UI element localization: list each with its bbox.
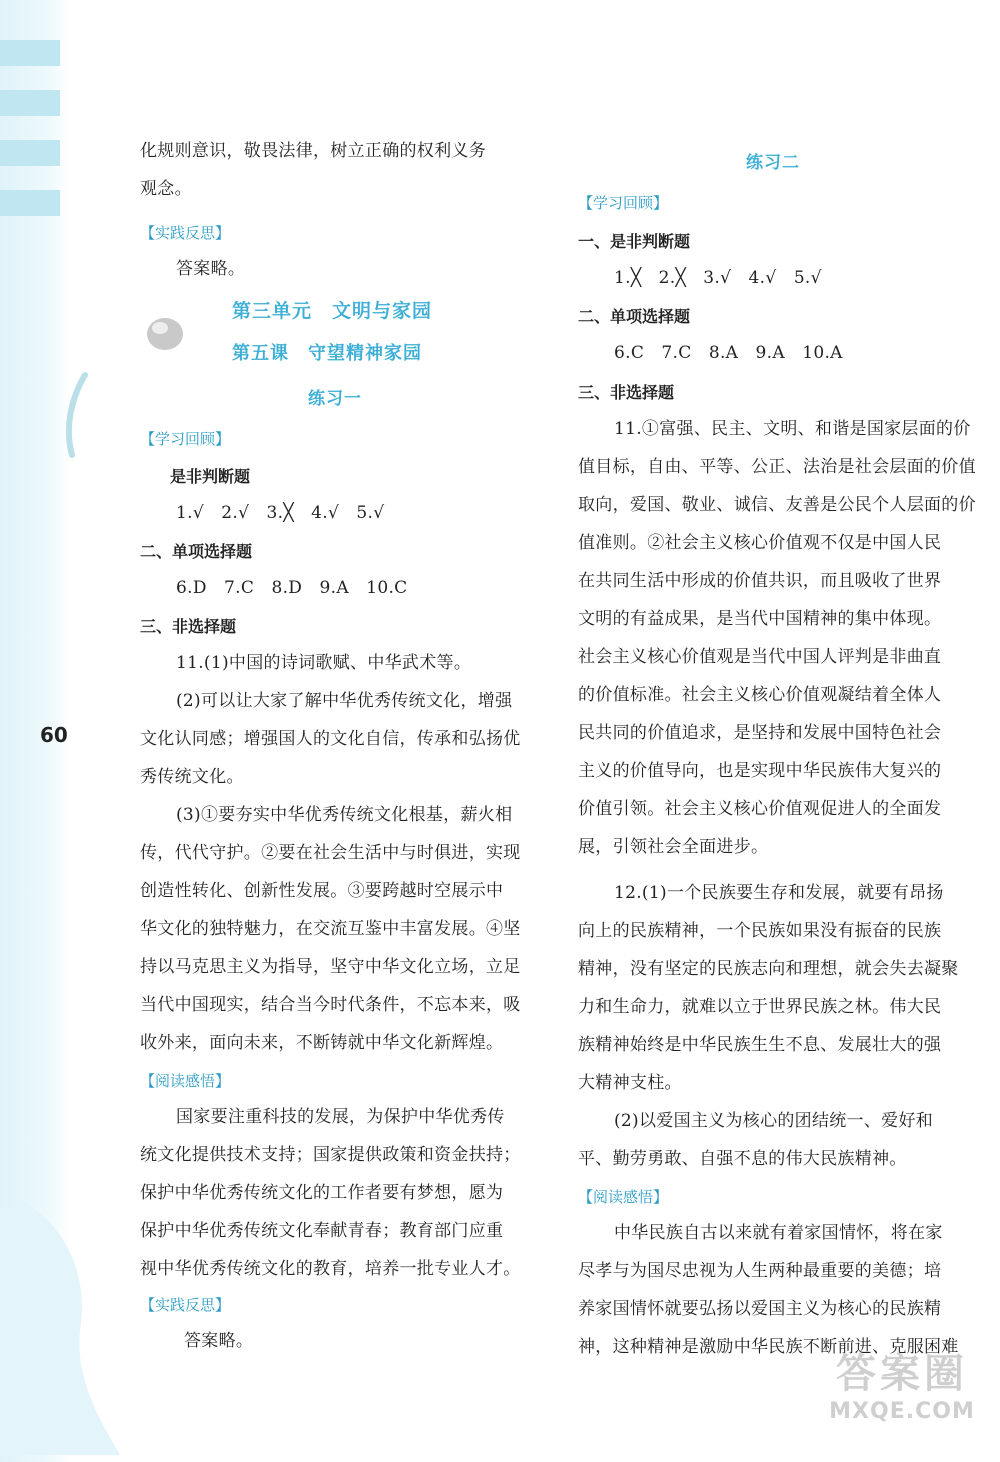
side-decoration-block (0, 190, 60, 216)
answer-line: 文明的有益成果，是当代中国精神的集中体现。 (578, 609, 942, 629)
reading-line: 保护中华优秀传统文化奉献青春；教育部门应重 (140, 1221, 504, 1241)
reading-reflection-tag: 【阅读感悟】 (578, 1188, 669, 1206)
answer-line: 取向，爱国、敬业、诚信、友善是公民个人层面的价 (578, 495, 976, 515)
answer-line: 大精神支柱。 (578, 1073, 682, 1093)
reading-line: 尽孝与为国尽忠视为人生两种最重要的美德；培 (578, 1261, 942, 1281)
answer-line: 价值引领。社会主义核心价值观促进人的全面发 (578, 799, 942, 819)
figure-silhouette-icon (0, 1180, 130, 1460)
section-heading-mc: 二、单项选择题 (140, 542, 253, 561)
practice-reflection-tag: 【实践反思】 (140, 1296, 231, 1314)
answer-line: 向上的民族精神，一个民族如果没有振奋的民族 (578, 921, 942, 941)
answer-line: 11.(1)中国的诗词歌赋、中华武术等。 (176, 653, 472, 673)
section-heading-tf: 是非判断题 (170, 467, 251, 486)
tf-answers: 1.╳ 2.╳ 3.√ 4.√ 5.√ (614, 268, 822, 288)
answer-line: 华文化的独特魅力，在交流互鉴中丰富发展。④坚 (140, 919, 521, 939)
section-heading-tf: 一、是非判断题 (578, 232, 691, 251)
answer-line: 族精神始终是中华民族生生不息、发展壮大的强 (578, 1035, 942, 1055)
reading-line: 统文化提供技术支持；国家提供政策和资金扶持； (140, 1145, 521, 1165)
exercise-title: 练习一 (308, 389, 362, 409)
brush-stroke-icon (60, 370, 100, 460)
answer-line: 精神，没有坚定的民族志向和理想，就会失去凝聚 (578, 959, 959, 979)
mc-answers: 6.C 7.C 8.A 9.A 10.A (614, 343, 843, 363)
answer-line: 收外来，面向未来，不断铸就中华文化新辉煌。 (140, 1033, 504, 1053)
review-tag: 【学习回顾】 (578, 194, 669, 212)
answer-line: 11.①富强、民主、文明、和谐是国家层面的价 (614, 419, 971, 439)
answer-line: 的价值标准。社会主义核心价值观凝结着全体人 (578, 685, 942, 705)
answer-line: 平、勤劳勇敢、自强不息的伟大民族精神。 (578, 1149, 907, 1169)
answer-line: 主义的价值导向，也是实现中华民族伟大复兴的 (578, 761, 942, 781)
answer-line: 文化认同感；增强国人的文化自信，传承和弘扬优 (140, 729, 521, 749)
reading-line: 神，这种精神是激励中华民族不断前进、克服困难 (578, 1337, 959, 1357)
review-tag: 【学习回顾】 (140, 430, 231, 448)
section-heading-nc: 三、非选择题 (140, 617, 237, 636)
reading-line: 中华民族自古以来就有着家国情怀，将在家 (614, 1223, 943, 1243)
side-decoration-block (0, 140, 60, 166)
unit-title: 第三单元 文明与家园 (232, 300, 433, 322)
reading-reflection-tag: 【阅读感悟】 (140, 1072, 231, 1090)
mc-answers: 6.D 7.C 8.D 9.A 10.C (176, 578, 408, 598)
answer-line: 值准则。②社会主义核心价值观不仅是中国人民 (578, 533, 942, 553)
side-decoration-block (0, 40, 60, 66)
answer-line: 秀传统文化。 (140, 767, 244, 787)
answer-line: 传，代代守护。②要在社会生活中与时俱进，实现 (140, 843, 521, 863)
answer-line: 社会主义核心价值观是当代中国人评判是非曲直 (578, 647, 942, 667)
answer-text: 答案略。 (176, 259, 246, 279)
answer-line: 力和生命力，就难以立于世界民族之林。伟大民 (578, 997, 942, 1017)
watermark-url: MXQE.COM (829, 1399, 975, 1424)
answer-line: 在共同生活中形成的价值共识，而且吸收了世界 (578, 571, 942, 591)
practice-reflection-tag: 【实践反思】 (140, 224, 231, 242)
text-line: 观念。 (140, 179, 192, 199)
section-heading-nc: 三、非选择题 (578, 383, 675, 402)
watermark-text: 答案圈 (836, 1351, 968, 1397)
section-heading-mc: 二、单项选择题 (578, 307, 691, 326)
answer-line: 展，引领社会全面进步。 (578, 837, 769, 857)
answer-line: 创造性转化、创新性发展。③要跨越时空展示中 (140, 881, 504, 901)
ornament-stone-icon (142, 308, 188, 354)
answer-line: (2)可以让大家了解中华优秀传统文化，增强 (176, 691, 513, 711)
page-number: 60 (40, 723, 68, 747)
tf-answers: 1.√ 2.√ 3.╳ 4.√ 5.√ (176, 503, 385, 523)
lesson-title: 第五课 守望精神家园 (232, 343, 422, 364)
answer-line: 当代中国现实，结合当今时代条件，不忘本来，吸 (140, 995, 521, 1015)
answer-text: 答案略。 (184, 1331, 254, 1351)
reading-line: 国家要注重科技的发展，为保护中华优秀传 (176, 1107, 505, 1127)
watermark-logo (812, 1342, 992, 1452)
answer-line: 值目标，自由、平等、公正、法治是社会层面的价值 (578, 457, 976, 477)
answer-line: (2)以爱国主义为核心的团结统一、爱好和 (614, 1111, 934, 1131)
answer-line: 持以马克思主义为指导，坚守中华文化立场，立足 (140, 957, 521, 977)
text-line: 化规则意识，敬畏法律，树立正确的权利义务 (140, 141, 486, 161)
answer-line: (3)①要夯实中华优秀传统文化根基，薪火相 (176, 805, 513, 825)
side-decoration-block (0, 90, 60, 116)
exercise-title: 练习二 (746, 153, 800, 173)
answer-line: 民共同的价值追求，是坚持和发展中国特色社会 (578, 723, 942, 743)
reading-line: 养家国情怀就要弘扬以爱国主义为核心的民族精 (578, 1299, 942, 1319)
reading-line: 视中华优秀传统文化的教育，培养一批专业人才。 (140, 1259, 521, 1279)
reading-line: 保护中华优秀传统文化的工作者要有梦想，愿为 (140, 1183, 504, 1203)
answer-line: 12.(1)一个民族要生存和发展，就要有昂扬 (614, 883, 944, 903)
